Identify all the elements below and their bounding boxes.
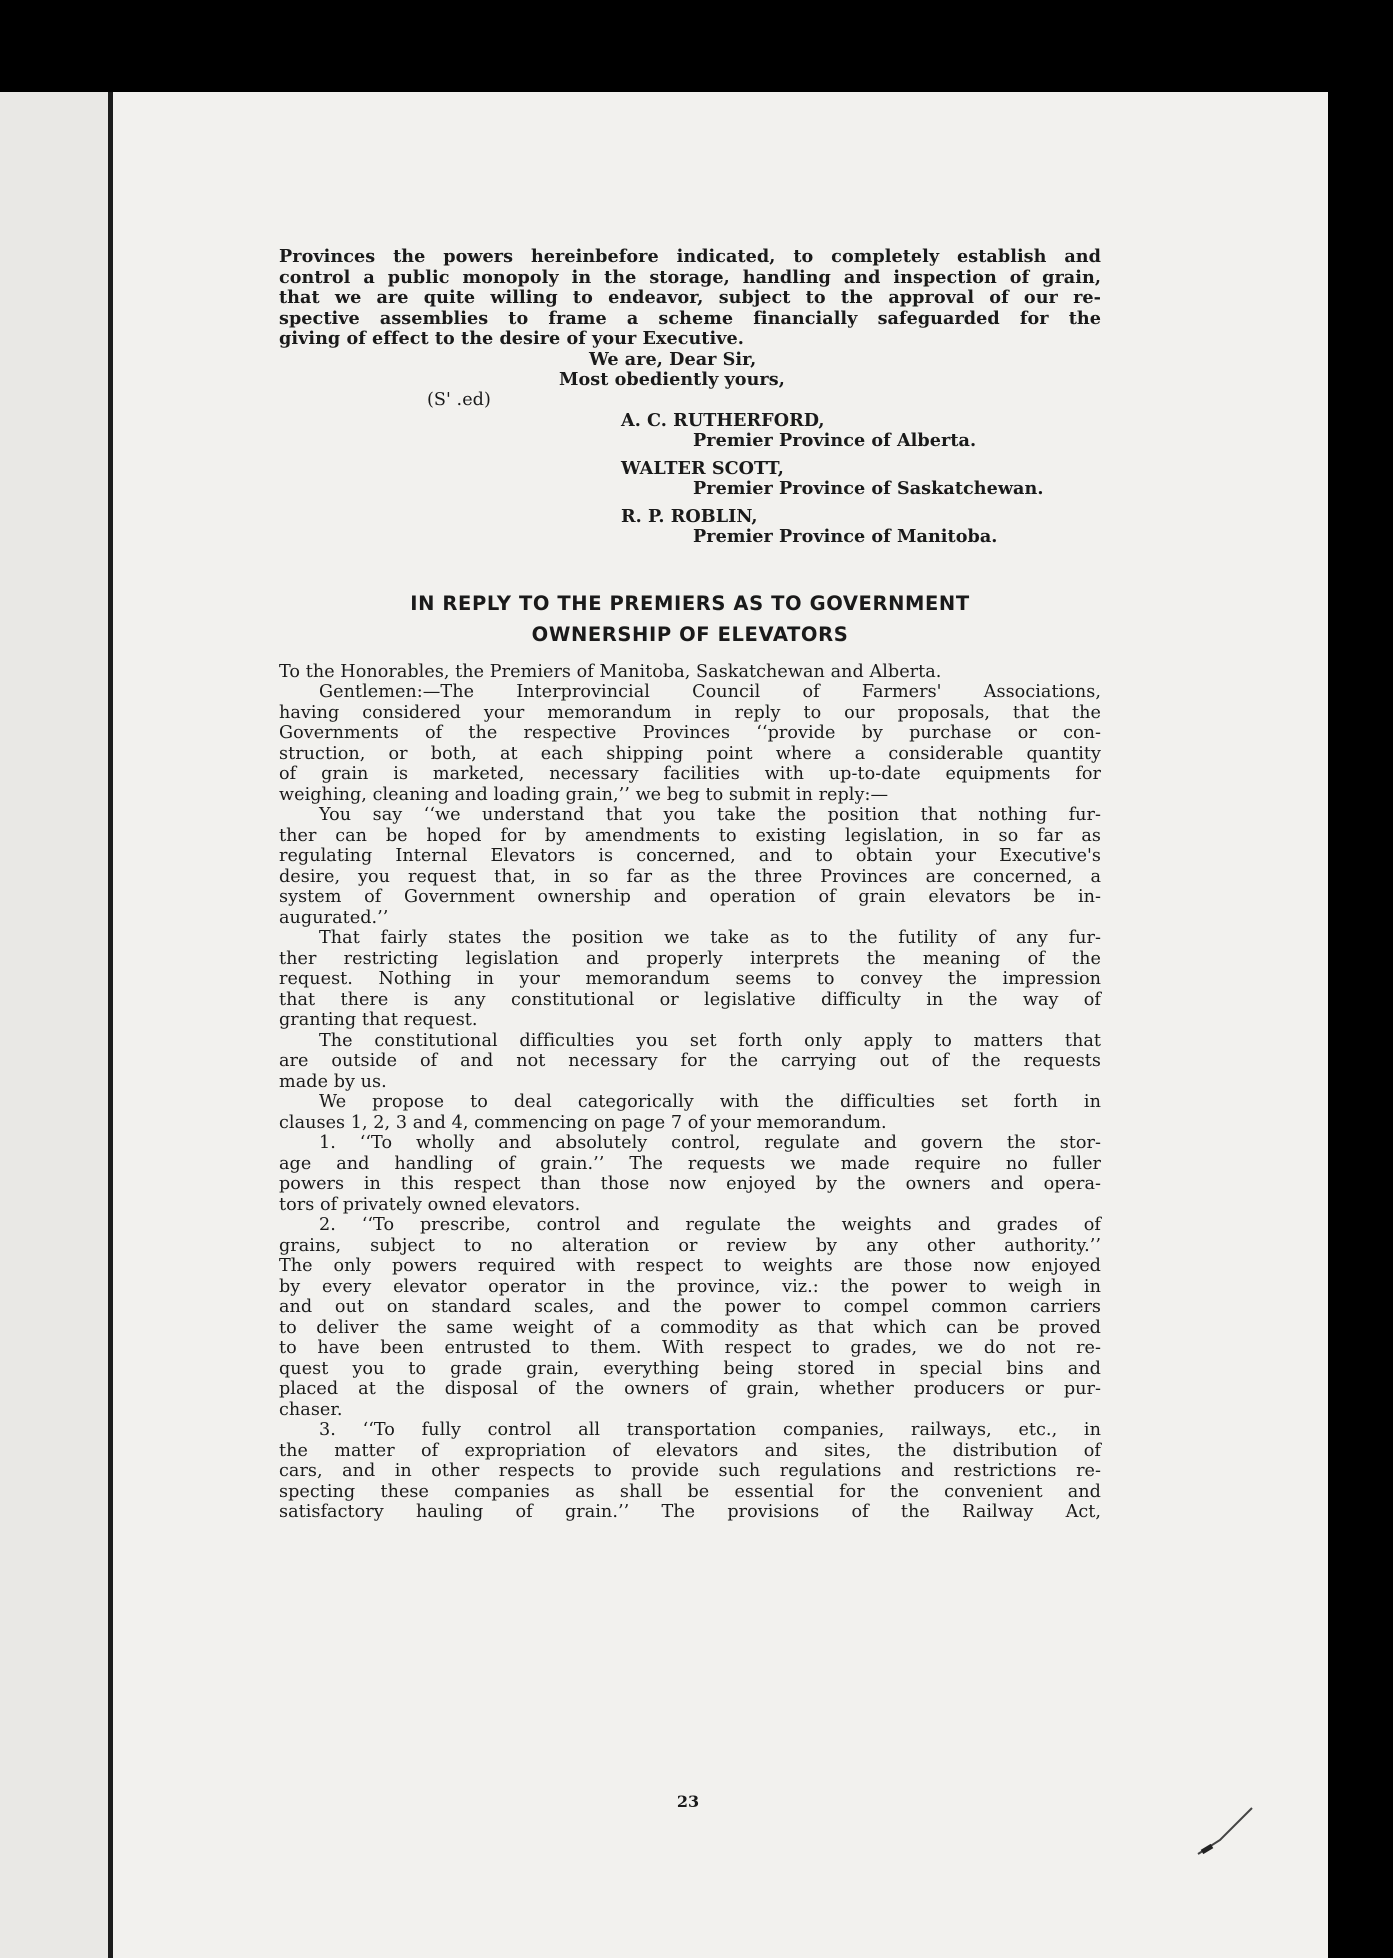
text-line: to deliver the same weight of a commodity as that which can be proved [279, 1317, 1101, 1338]
text-line: request. Nothing in your memorandum seems to convey the impression [279, 969, 1101, 989]
paragraph [279, 928, 1101, 1031]
text-line: to have been entrusted to them. With respect to grades, we do not re- [279, 1338, 1101, 1358]
signatory-title: Premier Province of Manitoba. [693, 525, 998, 547]
text-line: The only powers required with respect to weights are those now enjoyed [279, 1256, 1101, 1276]
paragraph [279, 1092, 1101, 1133]
letter-continuation [279, 247, 1101, 350]
text-line: quest you to grade grain, everything being stored in special bins and [279, 1358, 1101, 1379]
addressee: To the Honorables, the Premiers of Manitoba, Saskatchewan and Alberta. [279, 661, 942, 682]
signatory-title: Premier Province of Saskatchewan. [693, 477, 1044, 499]
paragraph [279, 682, 1101, 805]
text-line: Governments of the respective Provinces ‘‘provide by purchase or con- [279, 723, 1101, 743]
text-line: specting these companies as shall be essential for the convenient and [279, 1481, 1101, 1502]
text-line: desire, you request that, in so far as the three Provinces are concerned, a [279, 866, 1101, 887]
ink-mark-icon [1190, 1802, 1260, 1862]
text-line: chaser. [279, 1399, 343, 1420]
text-line: made by us. [279, 1071, 387, 1092]
text-line: and out on standard scales, and the power to compel common carriers [279, 1297, 1101, 1317]
text-line: cars, and in other respects to provide such regulations and restrictions re- [279, 1461, 1101, 1481]
text-line: augurated.’’ [279, 907, 389, 928]
heading-line: OWNERSHIP OF ELEVATORS [531, 622, 849, 646]
text-line: of grain is marketed, necessary facilities with up-to-date equipments for [279, 764, 1101, 784]
text-line: weighing, cleaning and loading grain,’’ we beg to submit in reply:— [279, 784, 889, 805]
text-line: granting that request. [279, 1010, 478, 1030]
text-line: Provinces the powers hereinbefore indicated, to completely establish and [279, 246, 1101, 267]
text-line: control a public monopoly in the storage, handling and inspection of grain, [279, 266, 1101, 288]
text-line: tors of privately owned elevators. [279, 1194, 581, 1215]
closing-valediction: Most obediently yours, [559, 368, 785, 390]
text-line: 3. ‘‘To fully control all transportation companies, railways, etc., in [319, 1420, 1101, 1440]
text-line: giving of effect to the desire of your Executive. [279, 328, 744, 349]
paragraph [279, 805, 1101, 928]
paragraph [279, 1420, 1101, 1523]
text-line: having considered your memorandum in reply to our proposals, that the [279, 702, 1101, 723]
text-line: Gentlemen:—The Interprovincial Council of Farmers' Associations, [319, 682, 1101, 702]
text-line: by every elevator operator in the province, viz.: the power to weigh in [279, 1276, 1101, 1297]
binding-shadow [108, 92, 113, 1958]
paragraph [279, 1031, 1101, 1093]
text-line: powers in this respect than those now enjoyed by the owners and opera- [279, 1174, 1101, 1194]
text-line: ther restricting legislation and properly interprets the meaning of the [279, 948, 1101, 969]
page-number: 23 [676, 1792, 700, 1811]
text-line: grains, subject to no alteration or review by any other authority.’’ [279, 1235, 1101, 1256]
closing-salutation: We are, Dear Sir, [589, 348, 757, 370]
text-line: the matter of expropriation of elevators and sites, the distribution of [279, 1440, 1101, 1461]
signature-block-end [279, 505, 1101, 570]
text-line: are outside of and not necessary for the carrying out of the requests [279, 1051, 1101, 1071]
paragraph [279, 1133, 1101, 1215]
heading-line: IN REPLY TO THE PREMIERS AS TO GOVERNMENT [410, 591, 970, 615]
text-line: that we are quite willing to endeavor, subject to the approval of our re- [279, 287, 1101, 308]
text-line: The constitutional difficulties you set forth only apply to matters that [319, 1030, 1101, 1051]
text-line: 2. ‘‘To prescribe, control and regulate the weights and grades of [319, 1215, 1101, 1235]
text-line: clauses 1, 2, 3 and 4, commencing on page 7 of your memorandum. [279, 1112, 887, 1133]
signed-note: (S' .ed) [427, 389, 491, 410]
page-body [279, 247, 1101, 1523]
text-line: spective assemblies to frame a scheme financially safeguarded for the [279, 307, 1101, 329]
text-line: You say ‘‘we understand that you take the position that nothing fur- [319, 805, 1101, 825]
text-line: That fairly states the position we take as to the futility of any fur- [319, 928, 1101, 948]
scanned-page [0, 92, 1328, 1958]
previous-page-edge [0, 92, 108, 1958]
text-line: system of Government ownership and operation of grain elevators be in- [279, 887, 1101, 907]
signatory-name: A. C. RUTHERFORD, [621, 409, 825, 431]
text-line: regulating Internal Elevators is concerned, and to obtain your Executive's [279, 846, 1101, 866]
signatory-name: WALTER SCOTT, [621, 457, 784, 479]
text-line: struction, or both, at each shipping point where a considerable quantity [279, 743, 1101, 764]
text-line: 1. ‘‘To wholly and absolutely control, regulate and govern the stor- [319, 1133, 1101, 1153]
text-line: placed at the disposal of the owners of grain, whether producers or pur- [279, 1379, 1101, 1399]
signatory-name: R. P. ROBLIN, [621, 505, 758, 527]
text-line: We propose to deal categorically with the difficulties set forth in [319, 1092, 1101, 1112]
section-heading [279, 588, 1101, 650]
paragraph [279, 1215, 1101, 1420]
text-line: satisfactory hauling of grain.’’ The provisions of the Railway Act, [279, 1502, 1101, 1522]
text-line: ther can be hoped for by amendments to existing legislation, in so far as [279, 825, 1101, 846]
text-line: that there is any constitutional or legislative difficulty in the way of [279, 989, 1101, 1010]
signature-block [279, 350, 1101, 520]
signatory-title: Premier Province of Alberta. [693, 429, 977, 451]
text-line: age and handling of grain.’’ The requests we made require no fuller [279, 1153, 1101, 1174]
